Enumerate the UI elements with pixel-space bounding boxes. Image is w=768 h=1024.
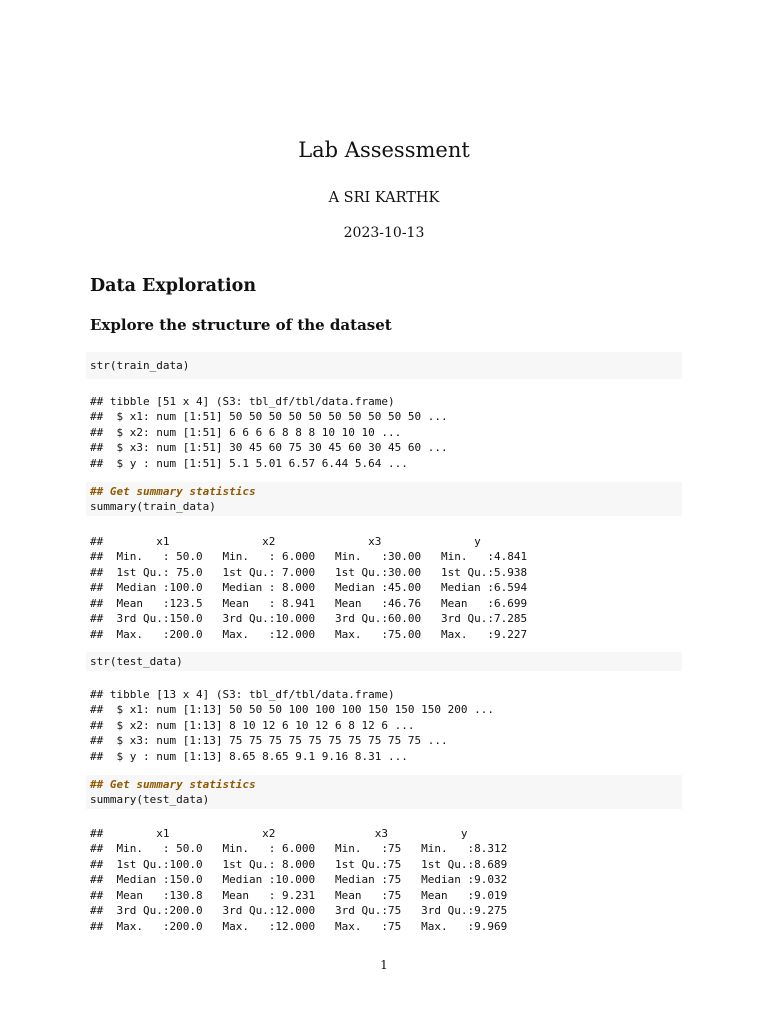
code-line: summary(test_data)	[90, 793, 210, 806]
output-block-str-train	[90, 394, 690, 471]
document-title: Lab Assessment	[298, 138, 470, 162]
output-line: ## Min. : 50.0 Min. : 6.000 Min. :30.00 Min. :4.841	[90, 550, 541, 564]
output-line: ## $ x2: num [1:51] 6 6 6 6 8 8 8 10 10 10 ...	[90, 425, 402, 439]
document-date: 2023-10-13	[343, 225, 425, 241]
output-line: ## x1 x2 x3 y	[90, 535, 534, 548]
document-author: A SRI KARTHK	[328, 190, 440, 206]
code-comment: ## Get summary statistics	[90, 484, 256, 498]
output-line: ## $ x3: num [1:51] 30 45 60 75 30 45 60 30 45 60 ...	[90, 441, 448, 455]
output-block-summary-test	[90, 826, 690, 934]
output-line: ## 1st Qu.: 75.0 1st Qu.: 7.000 1st Qu.:30.00 1st Qu.:5.938	[90, 565, 541, 579]
output-line: ## Median :150.0 Median :10.000 Median :75 Median :9.032	[90, 873, 521, 887]
output-line: ## 3rd Qu.:200.0 3rd Qu.:12.000 3rd Qu.:75 3rd Qu.:9.275	[90, 904, 521, 918]
output-block-str-test	[90, 687, 690, 764]
code-line: summary(train_data)	[90, 500, 216, 513]
output-line: ## 3rd Qu.:150.0 3rd Qu.:10.000 3rd Qu.:60.00 3rd Qu.:7.285	[90, 612, 541, 626]
code-block-summary-test	[86, 775, 682, 809]
code-line: str(test_data)	[90, 654, 183, 668]
output-line: ## x1 x2 x3 y	[90, 827, 521, 840]
output-line: ## Mean :130.8 Mean : 9.231 Mean :75 Mean :9.019	[90, 888, 521, 902]
code-block-summary-train	[86, 482, 682, 516]
output-line: ## 1st Qu.:100.0 1st Qu.: 8.000 1st Qu.:75 1st Qu.:8.689	[90, 857, 521, 871]
code-comment: ## Get summary statistics	[90, 777, 256, 791]
output-line: ## $ x3: num [1:13] 75 75 75 75 75 75 75 75 75 75 ...	[90, 734, 448, 748]
output-line: ## $ y : num [1:13] 8.65 8.65 9.1 9.16 8.31 ...	[90, 749, 408, 763]
output-line: ## $ x1: num [1:51] 50 50 50 50 50 50 50 50 50 50 ...	[90, 410, 448, 424]
output-line: ## tibble [51 x 4] (S3: tbl_df/tbl/data.frame)	[90, 395, 395, 408]
output-line: ## Min. : 50.0 Min. : 6.000 Min. :75 Min. :8.312	[90, 842, 521, 856]
page-number: 1	[380, 958, 388, 972]
code-block-str-train	[86, 352, 682, 379]
output-line: ## $ x1: num [1:13] 50 50 50 100 100 100 150 150 150 200 ...	[90, 703, 494, 717]
output-line: ## Median :100.0 Median : 8.000 Median :45.00 Median :6.594	[90, 581, 541, 595]
output-line: ## Mean :123.5 Mean : 8.941 Mean :46.76 Mean :6.699	[90, 596, 541, 610]
output-line: ## $ x2: num [1:13] 8 10 12 6 10 12 6 8 12 6 ...	[90, 718, 415, 732]
section-heading: Data Exploration	[90, 276, 257, 296]
output-block-summary-train	[90, 534, 690, 642]
output-line: ## Max. :200.0 Max. :12.000 Max. :75 Max. :9.969	[90, 919, 521, 933]
code-block-str-test	[86, 652, 682, 671]
output-line: ## Max. :200.0 Max. :12.000 Max. :75.00 Max. :9.227	[90, 627, 541, 641]
subsection-heading: Explore the structure of the dataset	[90, 316, 392, 334]
code-line: str(train_data)	[90, 358, 190, 372]
output-line: ## tibble [13 x 4] (S3: tbl_df/tbl/data.frame)	[90, 688, 395, 701]
output-line: ## $ y : num [1:51] 5.1 5.01 6.57 6.44 5.64 ...	[90, 456, 408, 470]
